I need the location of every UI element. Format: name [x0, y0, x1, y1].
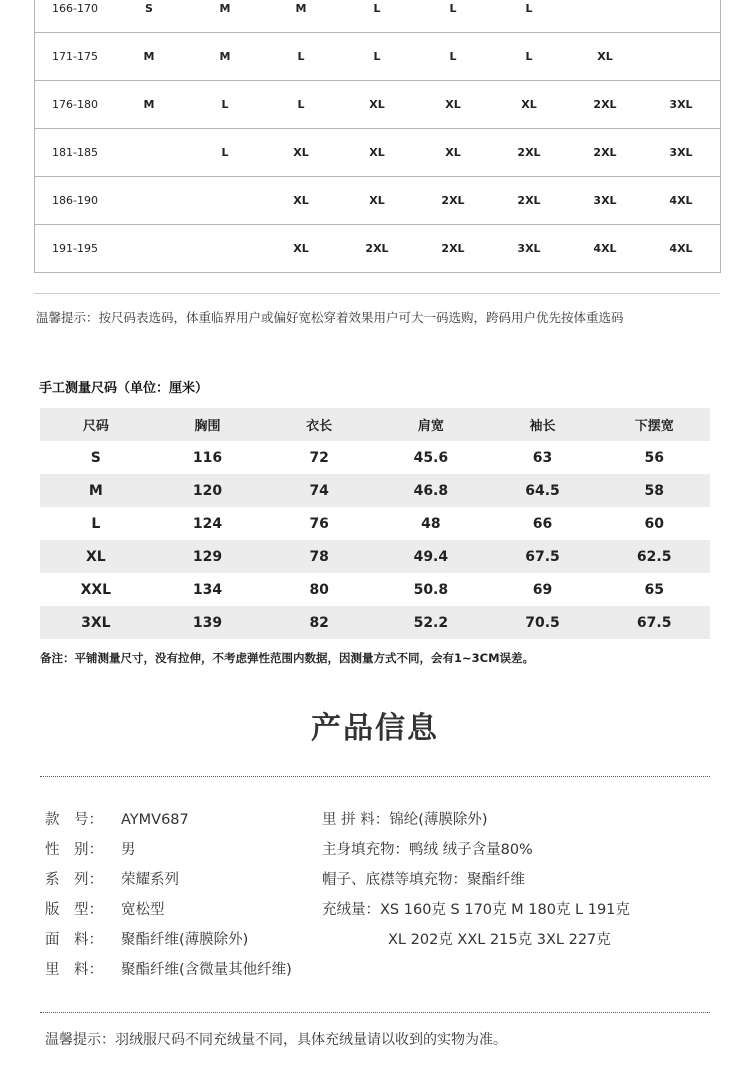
info-value: 荣耀系列: [121, 872, 179, 888]
table-cell: 3XL: [81, 614, 111, 631]
size-cell: L: [525, 2, 533, 15]
info-value: AYMV687: [121, 812, 189, 828]
table-cell: 46.8: [413, 482, 449, 499]
table-cell: 116: [192, 449, 223, 466]
size-cell: M: [143, 98, 155, 111]
info-key: 款 号：: [45, 812, 103, 828]
size-cell: 2XL: [517, 194, 541, 207]
column-header: 袖长: [529, 419, 556, 434]
size-cell: 2XL: [593, 146, 617, 159]
table-row: [40, 606, 710, 639]
manual-measure-title: 手工测量尺码（单位：厘米）: [39, 381, 209, 396]
info-fit: [45, 898, 165, 919]
info-value: 男: [121, 842, 136, 858]
info-value: 聚酯纤维(薄膜除外): [121, 932, 249, 948]
height-range: 166-170: [52, 2, 98, 15]
size-cell: S: [145, 2, 153, 15]
table-cell: 64.5: [525, 482, 560, 499]
table-cell: 50.8: [413, 581, 449, 598]
info-value: 聚酯纤维(含微量其他纤维): [121, 962, 292, 978]
table-header-row: [40, 408, 710, 441]
column-header: 肩宽: [417, 419, 444, 434]
table-cell: 70.5: [525, 614, 560, 631]
size-tip: 温馨提示：按尺码表选码，体重临界用户或偏好宽松穿着效果用户可大一码选购，跨码用户优先按体重选码: [36, 310, 624, 325]
info-lining: [45, 958, 292, 979]
table-cell: 56: [644, 449, 664, 466]
table-cell: 67.5: [525, 548, 560, 565]
info-key: 里 料：: [45, 962, 103, 978]
table-cell: 124: [192, 515, 223, 532]
table-cell: 69: [532, 581, 553, 598]
size-cell: XL: [369, 146, 385, 159]
height-range: 171-175: [52, 50, 98, 63]
info-key: 系 列：: [45, 872, 103, 888]
size-cell: M: [295, 2, 307, 15]
size-cell: 2XL: [365, 242, 389, 255]
table-cell: 78: [309, 548, 329, 565]
table-cell: XXL: [80, 581, 112, 598]
table-row: [40, 441, 710, 474]
table-cell: XL: [85, 548, 106, 565]
height-range: 191-195: [52, 242, 98, 255]
product-info-title: 产品信息: [311, 711, 439, 746]
table-cell: 67.5: [636, 614, 672, 631]
size-cell: XL: [293, 194, 309, 207]
size-cell: L: [449, 50, 457, 63]
column-header: 胸围: [194, 419, 221, 434]
table-cell: 82: [309, 614, 329, 631]
dotted-divider: [40, 776, 710, 777]
info-fabric: [45, 928, 248, 949]
table-row: [35, 129, 720, 177]
table-cell: 76: [309, 515, 329, 532]
size-cell: L: [525, 50, 533, 63]
size-recommendation-table: [34, 0, 721, 273]
size-cell: M: [143, 50, 155, 63]
size-cell: L: [221, 98, 229, 111]
table-row: [35, 225, 720, 272]
size-cell: L: [373, 50, 381, 63]
table-cell: M: [88, 482, 103, 499]
size-cell: 3XL: [669, 98, 693, 111]
table-cell: 120: [192, 482, 223, 499]
table-cell: 65: [644, 581, 664, 598]
table-row: [40, 573, 710, 606]
table-cell: 63: [532, 449, 553, 466]
table-row: [35, 0, 720, 33]
size-cell: XL: [521, 98, 537, 111]
size-cell: 4XL: [593, 242, 617, 255]
table-row: [40, 474, 710, 507]
size-cell: 2XL: [441, 242, 465, 255]
size-cell: 3XL: [593, 194, 617, 207]
size-cell: L: [297, 98, 305, 111]
size-cell: XL: [369, 194, 385, 207]
size-cell: L: [297, 50, 305, 63]
size-cell: XL: [445, 146, 461, 159]
size-cell: XL: [445, 98, 461, 111]
size-cell: M: [219, 2, 231, 15]
size-cell: 4XL: [669, 194, 693, 207]
size-cell: M: [219, 50, 231, 63]
fill-tip: 温馨提示：羽绒服尺码不同充绒量不同，具体充绒量请以收到的实物为准。: [45, 1032, 507, 1048]
size-cell: XL: [293, 242, 309, 255]
info-style-no: [45, 808, 189, 829]
table-cell: S: [90, 449, 101, 466]
size-cell: 3XL: [669, 146, 693, 159]
dotted-divider: [40, 1012, 710, 1013]
info-main-filling: 主身填充物：鸭绒 绒子含量80%: [322, 842, 533, 858]
table-cell: 60: [644, 515, 664, 532]
table-cell: 58: [644, 482, 664, 499]
size-cell: L: [449, 2, 457, 15]
table-cell: 74: [309, 482, 329, 499]
info-key: 性 别：: [45, 842, 103, 858]
table-row: [40, 507, 710, 540]
height-range: 186-190: [52, 194, 98, 207]
table-row: [35, 33, 720, 81]
info-gender: [45, 838, 136, 859]
table-cell: 134: [192, 581, 223, 598]
size-cell: 3XL: [517, 242, 541, 255]
table-cell: 62.5: [636, 548, 672, 565]
info-fill-weight: 充绒量：XS 160克 S 170克 M 180克 L 191克: [322, 902, 630, 918]
table-cell: L: [91, 515, 101, 532]
size-cell: 2XL: [593, 98, 617, 111]
measure-note: 备注：平铺测量尺寸，没有拉伸，不考虑弹性范围内数据，因测量方式不同，会有1~3CM误差。: [40, 651, 535, 665]
info-key: 面 料：: [45, 932, 103, 948]
table-cell: 139: [192, 614, 223, 631]
table-row: [35, 81, 720, 129]
table-cell: 129: [192, 548, 223, 565]
size-cell: L: [221, 146, 229, 159]
size-cell: XL: [369, 98, 385, 111]
info-series: [45, 868, 179, 889]
table-row: [35, 177, 720, 225]
column-header: 尺码: [82, 419, 109, 434]
column-header: 衣长: [306, 419, 333, 434]
height-range: 181-185: [52, 146, 98, 159]
info-value: 宽松型: [121, 902, 165, 918]
table-cell: 52.2: [413, 614, 449, 631]
info-key: 版 型：: [45, 902, 103, 918]
table-cell: 66: [532, 515, 553, 532]
height-range: 176-180: [52, 98, 98, 111]
info-hood-filling: 帽子、底襟等填充物：聚酯纤维: [322, 872, 525, 888]
size-cell: XL: [597, 50, 613, 63]
table-cell: 80: [309, 581, 329, 598]
table-cell: 45.6: [413, 449, 449, 466]
size-cell: 2XL: [441, 194, 465, 207]
info-fill-weight-cont: XL 202克 XXL 215克 3XL 227克: [388, 932, 611, 948]
divider: [34, 293, 720, 294]
size-cell: 4XL: [669, 242, 693, 255]
info-panel-fabric: 里 拼 料：锦纶(薄膜除外): [322, 812, 488, 828]
manual-measure-table: [40, 408, 710, 639]
size-cell: XL: [293, 146, 309, 159]
table-cell: 72: [309, 449, 329, 466]
table-cell: 49.4: [413, 548, 449, 565]
column-header: 下摆宽: [634, 419, 674, 434]
size-cell: 2XL: [517, 146, 541, 159]
table-cell: 48: [421, 515, 441, 532]
table-row: [40, 540, 710, 573]
size-cell: L: [373, 2, 381, 15]
